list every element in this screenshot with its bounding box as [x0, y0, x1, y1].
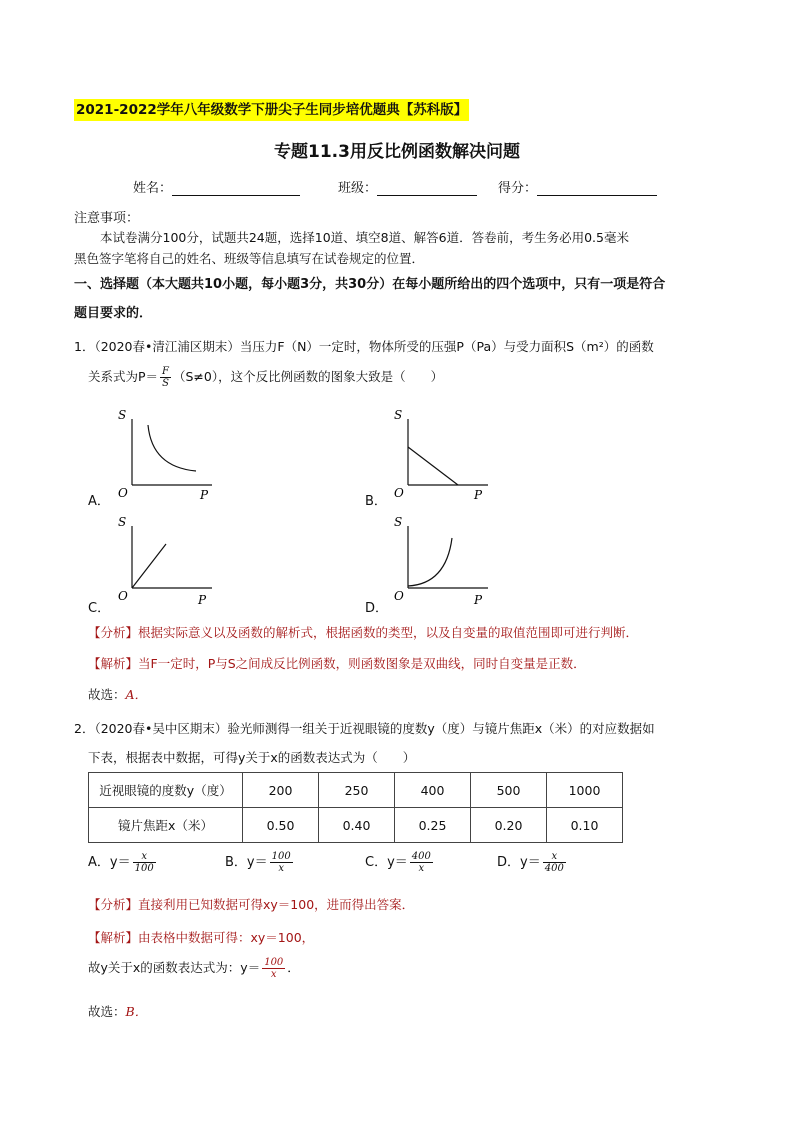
score-blank: [537, 181, 657, 196]
fraction-denominator: 100: [134, 863, 154, 874]
q2-option-a[interactable]: [88, 851, 158, 874]
table-cell: 0.25: [395, 808, 471, 843]
q1-option-b-label[interactable]: B．: [365, 494, 387, 509]
table-cell: 0.50: [243, 808, 319, 843]
q2-conclusion: [88, 957, 300, 980]
q1-analysis-tag: 【分析】: [88, 625, 139, 640]
q2-answer: [88, 1002, 147, 1020]
q2-conclusion-prefix: 故y关于x的函数表达式为：y＝: [88, 960, 261, 975]
q1-option-b-graph[interactable]: [388, 405, 496, 501]
q2-stem-line-2: 下表，根据表中数据，可得y关于x的函数表达式为（ ）: [88, 750, 416, 765]
table-cell: 200: [243, 773, 319, 808]
option-fraction: [410, 851, 433, 874]
header-banner: 2021-2022学年八年级数学下册尖子生同步培优题典【苏科版】: [74, 99, 469, 121]
notice-line-1: 本试卷满分100分，试题共24题，选择10道、填空8道、解答6道．答卷前，考生务必用0.5毫米: [100, 230, 629, 245]
name-field: [133, 177, 300, 196]
q1-option-a-graph[interactable]: [112, 405, 220, 501]
table-row: [89, 773, 623, 808]
q1-stem-suffix: （S≠0），这个反比例函数的图象大致是（ ）: [173, 369, 444, 384]
table-cell: 0.40: [319, 808, 395, 843]
q2-option-c[interactable]: [365, 851, 435, 874]
axis-label-p: P: [474, 488, 483, 501]
fraction-numerator: 400: [411, 851, 431, 862]
axis-label-s: S: [394, 408, 403, 422]
origin-label: O: [118, 486, 128, 500]
fraction-denominator: x: [418, 863, 425, 874]
class-field: [338, 177, 477, 196]
q2-option-b[interactable]: [225, 851, 295, 874]
q2-solution: [88, 928, 314, 946]
option-fraction: [543, 851, 566, 874]
score-field: [498, 177, 657, 196]
q2-analysis: [88, 895, 414, 913]
q2-analysis-text: 直接利用已知数据可得xy＝100，进而得出答案．: [138, 897, 415, 912]
q1-stem-line-2: [88, 366, 443, 389]
q2-conclusion-suffix: ．: [287, 960, 300, 975]
table-row-header: 近视眼镜的度数y（度）: [89, 773, 243, 808]
option-fraction: [270, 851, 293, 874]
notice-heading: 注意事项：: [74, 211, 140, 226]
axis-label-s: S: [394, 515, 403, 529]
axis-label-s: S: [118, 515, 127, 529]
q1-option-d-label[interactable]: D．: [365, 601, 389, 616]
axis-label-p: P: [198, 593, 207, 607]
fraction-numerator: 100: [271, 851, 291, 862]
fraction-denominator: x: [270, 969, 277, 980]
q2-solution-tag: 【解析】: [88, 930, 139, 945]
q1-analysis-text: 根据实际意义以及函数的解析式，根据函数的类型，以及自变量的取值范围即可进行判断．: [138, 625, 639, 640]
q1-option-c-label[interactable]: C．: [88, 601, 111, 616]
q2-data-table: [88, 772, 623, 843]
option-fraction: [133, 851, 156, 874]
option-label: C．y＝: [365, 855, 408, 870]
q1-solution-text: 当F一定时，P与S之间成反比例函数，则函数图象是双曲线，同时自变量是正数．: [138, 656, 586, 671]
q2-solution-text: 由表格中数据可得：xy＝100，: [138, 930, 315, 945]
axis-label-s: S: [118, 408, 127, 422]
q1-solution-tag: 【解析】: [88, 656, 139, 671]
q1-answer-prefix: 故选：: [88, 687, 126, 702]
name-label: 姓名：: [133, 181, 173, 196]
fraction-denominator: x: [278, 863, 284, 874]
notice-line-2: 黑色签字笔将自己的姓名、班级等信息填写在试卷规定的位置．: [74, 251, 425, 266]
axis-label-p: P: [200, 488, 209, 501]
q2-answer-value: B．: [125, 1004, 148, 1019]
table-cell: 0.10: [547, 808, 623, 843]
q1-solution: [88, 654, 586, 672]
table-cell: 250: [319, 773, 395, 808]
score-label: 得分：: [498, 181, 538, 196]
class-blank: [377, 181, 477, 196]
page-title: 专题11.3用反比例函数解决问题: [274, 142, 520, 162]
fraction-denominator: 400: [544, 863, 564, 874]
q1-formula-prefix: 关系式为P＝: [88, 369, 159, 384]
axis-label-p: P: [474, 593, 483, 607]
origin-label: O: [394, 486, 404, 500]
origin-label: O: [118, 589, 128, 603]
q2-option-d[interactable]: [497, 851, 568, 874]
table-row: [89, 808, 623, 843]
option-label: B．y＝: [225, 855, 268, 870]
q1-option-c-graph[interactable]: [112, 512, 220, 608]
fraction-numerator: x: [133, 851, 156, 863]
section-heading-line-2: 题目要求的．: [74, 306, 153, 321]
fraction-numerator: 100: [264, 957, 284, 968]
q1-stem-line-1: 1．（2020春•清江浦区期末）当压力F（N）一定时，物体所受的压强P（Pa）与受力面积S（m²）的函数: [74, 339, 654, 354]
q2-analysis-tag: 【分析】: [88, 897, 139, 912]
table-cell: 400: [395, 773, 471, 808]
q2-conclusion-fraction: [262, 957, 285, 980]
origin-label: O: [394, 589, 404, 603]
table-cell: 500: [471, 773, 547, 808]
q2-stem-line-1: 2．（2020春•吴中区期末）验光师测得一组关于近视眼镜的度数y（度）与镜片焦距x（米）的对应数据如: [74, 721, 655, 736]
class-label: 班级：: [338, 181, 378, 196]
q1-formula-fraction: [160, 366, 171, 389]
name-blank: [172, 181, 300, 196]
fraction-numerator: x: [543, 851, 566, 863]
option-label: D．y＝: [497, 855, 541, 870]
q2-answer-prefix: 故选：: [88, 1004, 126, 1019]
option-label: A．y＝: [88, 855, 131, 870]
table-cell: 0.20: [471, 808, 547, 843]
q1-fraction-numerator: F: [162, 366, 169, 377]
q1-analysis: [88, 623, 638, 641]
section-heading-line-1: 一、选择题（本大题共10小题，每小题3分，共30分）在每小题所给出的四个选项中，只有一项是符合: [74, 277, 666, 292]
q1-option-d-graph[interactable]: [388, 512, 496, 608]
q1-answer-value: A．: [125, 687, 148, 702]
q1-option-a-label[interactable]: A．: [88, 494, 110, 509]
table-cell: 1000: [547, 773, 623, 808]
q1-fraction-denominator: S: [162, 378, 169, 389]
table-row-header: 镜片焦距x（米）: [89, 808, 243, 843]
q1-answer: [88, 685, 147, 703]
